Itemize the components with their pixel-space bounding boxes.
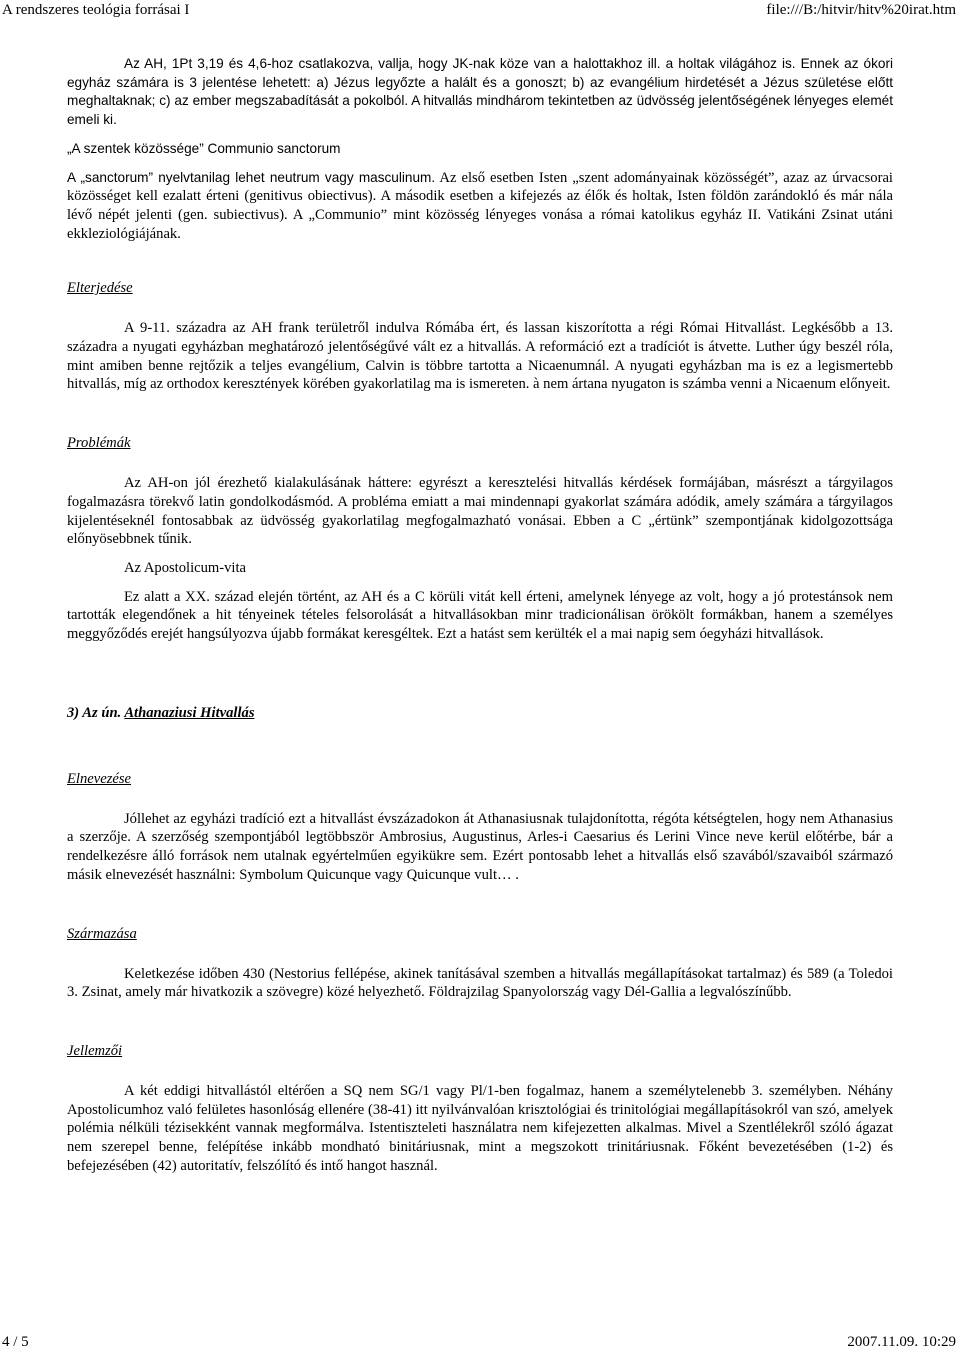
print-footer-page: 4 / 5 [2,1334,29,1350]
apostolicum-vita-paragraph: Ez alatt a XX. század elején történt, az AH és a C körüli vitát kell érteni, amelynek lényege az volt, hogy a jó protestánsok nem tartották elegendőnek a hit tényeinek tételes felsorolását a hitvallásokban minr tradicionálisan örökölt formákban, hanem a személyes meggyőződés erejét hangsúlyozva újabb formákat keresgéltek. Ezt a hatást sem kerülték el a mai napig sem óegyházi hitvallások. [67,588,893,643]
intro-paragraph: Az AH, 1Pt 3,19 és 4,6-hoz csatlakozva, vallja, hogy JK-nak köze van a halottakhoz ill. a holtak világához is. Ennek az ókori egyház számára is 3 jelentése lehetett: a) Jézus legyőzte a halált és a gonoszt; b) az evangélium hirdetését a Jézus születése előtt meghaltaknak; c) az ember megszabadítását a pokolból. A hitvallás mindhárom tekintetben az üdvösség jelentőségének lényeges elemét emeli ki. [67,56,893,128]
communio-title-line: „A szentek közössége” Communio sanctorum [67,140,341,156]
szarmazasa-paragraph: Keletkezése időben 430 (Nestorius fellépése, akinek tanításával szemben a hitvallás megállapításokat tartalmaz) és 589 (a Toledoi 3. Zsinat, amely már hivatkozik a szövegre) közé helyezhető. Földrajzilag Spanyolország vagy Dél-Gallia a legvalószínűbb. [67,965,893,1001]
heading-athanaziusi-prefix: 3) Az ún. [67,704,122,721]
problemak-section [67,474,893,644]
print-header-url: file:///B:/hitvir/hitv%20irat.htm [766,2,956,18]
elnevezese-paragraph: Jóllehet az egyházi tradíció ezt a hitvallást évszázadokon át Athanasiusnak tulajdonította, régóta kétségtelen, hogy nem Athanasius a szerzője. A szerzőség szempontjából legtöbbször Ambrosius, Augustinus, Arles-i Caesarius és Lerini Vince neve kerül előtérbe, bár a rendelkezésre álló források nem utalnak egyértelműen egyikükre sem. Ezért pontosabb lehet a hitvallás első szavából/szavaiból származó másik elnevezését használni: Symbolum Quicunque vagy Quicunque vult… . [67,810,893,883]
print-footer-datetime: 2007.11.09. 10:29 [847,1334,956,1350]
heading-elnevezese: Elnevezése [67,770,132,787]
heading-athanaziusi-main: Athanaziusi Hitvallás [124,704,255,721]
heading-elterjedese: Elterjedése [67,280,133,297]
jellemzoi-paragraph: A két eddigi hitvallástól eltérően a SQ nem SG/1 vagy Pl/1-ben fogalmaz, hanem a személytelenebb 3. személyben. Néhány Apostolicumhoz való felületes hasonlóság ellenére (38-41) itt nyilvánvalóan krisztológiai és trinitológiai megállapításokról van szó, amelyek polémia nélküli tézisekként vannak megformálva. Istentiszteleti használatra nem kifejezetten alkalmas. Mivel a Szentlélekről szóló ágazat nem szerepel benne, felépítése inkább mondható binitáriusnak, mint a megszokott trinitáriusnak. Főként bevezetésében (1-2) és befejezésében (42) autoritatív, felszólító és intő hangot használ. [67,1082,893,1174]
problemak-paragraph: Az AH-on jól érezhető kialakulásának háttere: egyrészt a keresztelési hitvallás kérdések formájában, másrészt a tárgyilagos fogalmazásra törekvő latin gondolkodásmód. A probléma emiatt a mai mindennapi gyakorlat számára adódik, amely számára a tárgyilagos kijelentéseknél fontosabbak az üdvösség gyakorlatilag megfogalmazható vonásai. Ebben a C „értünk” szempontjának kidolgozottsága előnyösebbnek tűnik. [67,475,893,548]
elterjedese-section [67,319,893,394]
communio-paragraph-serif: Az első esetben Isten „szent adományainak közösségét”, azaz az úrvacsorai közösséget kell ezalatt érteni (genitivus obiectivus). A második esetben a kifejezés az élők és holtak, Isten földön zarándokló és már nála lévő népét jelenti (gen. subiectivus). A „Communio” mint közösség lényeges vonása a római katolikus egyház II. Vatikáni Zsinat utáni ekkleziológiájának. [67,169,893,242]
jellemzoi-section [67,1082,893,1176]
elnevezese-section [67,810,893,885]
heading-athanaziusi [67,704,255,722]
elterjedese-paragraph: A 9-11. századra az AH frank területről indulva Rómába ért, és lassan kiszorította a régi Római Hitvallást. Legkésőbb a 13. századra a nyugati egyházban meghatározó jelentőségűvé vált ez a hitvallás. A reformáció ezt a tradíciót is átvette. Luther úgy beszél róla, mint amiben benne rejtőzik a teljes evangélium, Calvin is többre tartotta a Nicaenumnál. A nyugati egyházban ma is ez a legismertebb hitvallás, míg az orthodox keresztények körében gyakorlatilag ma is ismereten. à nem ártana nyugaton is számba venni a Nicaenum előnyeit. [67,320,893,393]
szarmazasa-section [67,965,893,1002]
intro-section [67,55,893,243]
communio-paragraph-sans: A „sanctorum” nyelvtanilag lehet neutrum vagy masculinum. [67,169,436,185]
heading-jellemzoi: Jellemzői [67,1042,123,1059]
communio-paragraph [67,169,893,244]
heading-szarmazasa: Származása [67,925,137,942]
print-header-title: A rendszeres teológia forrásai I [2,2,190,18]
heading-problemak: Problémák [67,435,131,452]
apostolicum-vita-subheading: Az Apostolicum-vita [124,559,247,576]
